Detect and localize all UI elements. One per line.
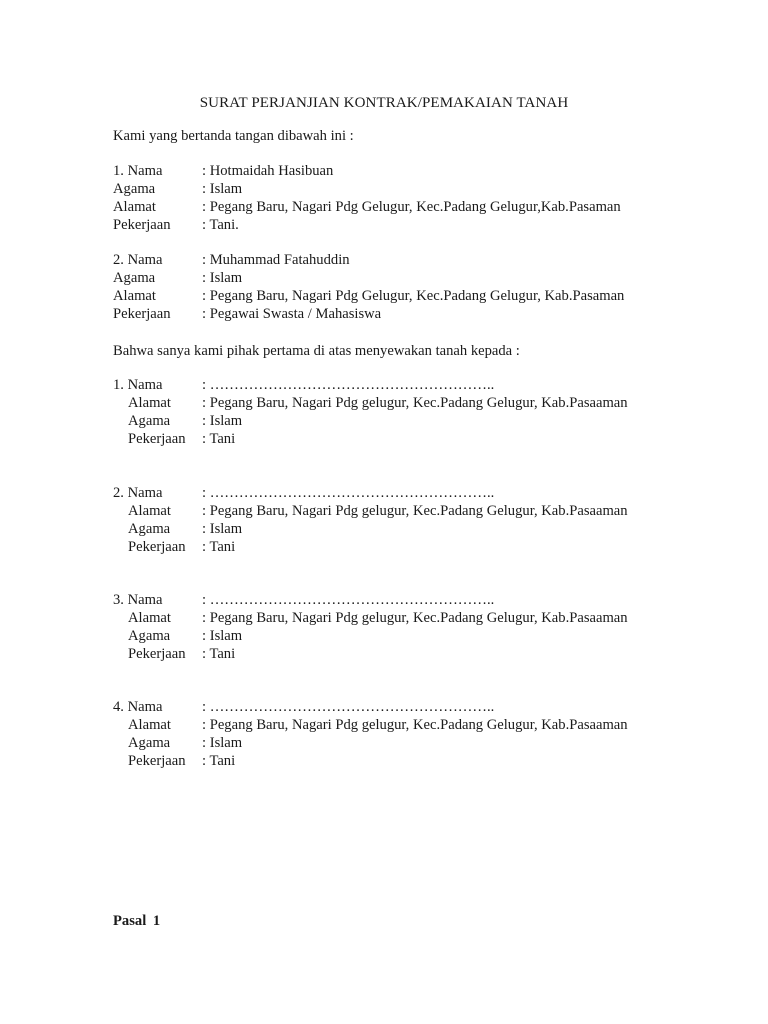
field-value: : Islam <box>202 270 243 286</box>
field-value: : Pegawai Swasta / Mahasiswa <box>202 306 382 322</box>
field-label: Agama <box>113 270 156 286</box>
field-value: : Tani. <box>202 217 239 233</box>
statement-text: Bahwa sanya kami pihak pertama di atas menyewakan tanah kepada : <box>113 343 520 359</box>
intro-text: Kami yang bertanda tangan dibawah ini : <box>113 128 354 144</box>
field-label: Pekerjaan <box>128 646 186 662</box>
field-label: 2. Nama <box>113 252 163 268</box>
field-label: Alamat <box>128 503 171 519</box>
field-value: : Islam <box>202 735 243 751</box>
field-value: : Hotmaidah Hasibuan <box>202 163 334 179</box>
field-value: : Islam <box>202 413 243 429</box>
field-value: : Tani <box>202 431 236 447</box>
field-value: : Muhammad Fatahuddin <box>202 252 350 268</box>
field-label: Alamat <box>128 395 171 411</box>
field-value: : Pegang Baru, Nagari Pdg gelugur, Kec.Padang Gelugur, Kab.Pasaaman <box>202 717 628 733</box>
field-value: : Islam <box>202 181 243 197</box>
field-label: Agama <box>113 181 156 197</box>
field-label: Alamat <box>113 199 156 215</box>
field-value: : Islam <box>202 521 243 537</box>
field-label: 3. Nama <box>113 592 163 608</box>
field-value: : Tani <box>202 539 236 555</box>
field-value: : ………………………………………………….. <box>202 377 495 393</box>
field-value: : Islam <box>202 628 243 644</box>
field-label: 1. Nama <box>113 163 163 179</box>
field-label: 2. Nama <box>113 485 163 501</box>
field-label: Alamat <box>113 288 156 304</box>
field-label: Pekerjaan <box>128 539 186 555</box>
field-value: : Pegang Baru, Nagari Pdg Gelugur, Kec.Padang Gelugur, Kab.Pasaman <box>202 288 625 304</box>
field-label: Agama <box>128 628 171 644</box>
field-value: : Pegang Baru, Nagari Pdg gelugur, Kec.Padang Gelugur, Kab.Pasaaman <box>202 395 628 411</box>
field-value: : Pegang Baru, Nagari Pdg gelugur, Kec.Padang Gelugur, Kab.Pasaaman <box>202 610 628 626</box>
field-label: Agama <box>128 735 171 751</box>
field-label: Agama <box>128 413 171 429</box>
field-value: : ………………………………………………….. <box>202 592 495 608</box>
field-value: : Pegang Baru, Nagari Pdg Gelugur, Kec.Padang Gelugur,Kab.Pasaman <box>202 199 621 215</box>
field-label: Agama <box>128 521 171 537</box>
field-label: 4. Nama <box>113 699 163 715</box>
field-label: 1. Nama <box>113 377 163 393</box>
field-label: Alamat <box>128 610 171 626</box>
field-label: Alamat <box>128 717 171 733</box>
field-value: : ………………………………………………….. <box>202 699 495 715</box>
field-value: : ………………………………………………….. <box>202 485 495 501</box>
document-title: SURAT PERJANJIAN KONTRAK/PEMAKAIAN TANAH <box>199 95 569 111</box>
field-value: : Tani <box>202 646 236 662</box>
field-value: : Tani <box>202 753 236 769</box>
field-label: Pekerjaan <box>128 753 186 769</box>
field-value: : Pegang Baru, Nagari Pdg gelugur, Kec.Padang Gelugur, Kab.Pasaaman <box>202 503 628 519</box>
field-label: Pekerjaan <box>128 431 186 447</box>
field-label: Pekerjaan <box>113 217 171 233</box>
field-label: Pekerjaan <box>113 306 171 322</box>
pasal-heading: Pasal 1 <box>113 913 161 929</box>
